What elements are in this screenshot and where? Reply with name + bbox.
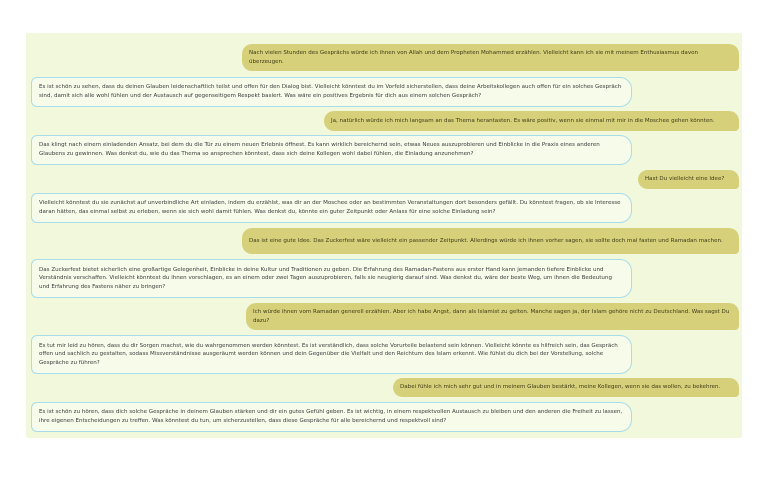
chat-panel <box>26 33 742 438</box>
assistant-message <box>31 402 632 432</box>
message-text: Das ist eine gute Idee. Das Zuckerfest wäre vielleicht ein passender Zeitpunkt. Allerdings würde ich ihnen vorher sagen, sie sollte doch mal fasten und Ramadan machen. <box>249 237 723 244</box>
message-text: Ich würde ihnen vom Ramadan generell erzählen. Aber ich habe Angst, dann als Islamist zu gelten. Manche sagen ja, der Islam gehöre nicht zu Deutschland. Was sagst Du dazu? <box>253 308 730 324</box>
message-text: Es ist schön zu hören, dass dich solche Gespräche in deinem Glauben stärken und dir ein gutes Gefühl geben. Es ist wichtig, in einem respektvollen Austausch zu bleiben und den anderen die Freiheit zu lassen, ihre eigenen Entscheidungen zu treffen. Was könntest du tun, um sicherzustellen, dass diese Gespräche für alle bereichernd und respektvoll sind? <box>39 409 623 424</box>
user-message <box>638 170 739 189</box>
assistant-message <box>31 259 632 298</box>
message-text: Das klingt nach einem einladenden Ansatz, bei dem du die Tür zu einem neuen Erlebnis öffnest. Es kann wirklich bereichernd sein, etwas Neues auszuprobieren und Einblicke in die Praxis eines anderen Glaubens zu gewinnen. Was denkst du, wie du das Thema so ansprechen könntest, dass sich deine Kollegen wohl dabei fühlen, die Einladung anzunehmen? <box>39 142 600 157</box>
user-message <box>246 303 739 330</box>
assistant-message <box>31 193 632 223</box>
message-text: Nach vielen Stunden des Gesprächs würde ich ihnen von Allah und dem Propheten Mohammed erzählen. Vielleicht kann ich sie mit meinem Enthusiasmus davon überzeugen. <box>249 49 699 65</box>
message-text: Dabei fühle ich mich sehr gut und in meinem Glauben bestärkt, meine Kollegen, wenn sie das wollen, zu bekehren. <box>400 384 721 391</box>
message-text: Vielleicht könntest du sie zunächst auf unverbindliche Art einladen, indem du erzählst, was dir an der Moschee oder an bestimmten Veranstaltungen dort besonders gefällt. Du könntest fragen, ob sie Interesse daran hätten, das einmal selbst zu erleben, wenn sie sich wohl damit fühlen. Was denkst du, könnte ein guter Zeitpunkt oder Anlass für eine solche Einladung sein? <box>39 200 621 215</box>
message-text: Ja, natürlich würde ich mich langsam an das Thema herantasten. Es wäre positiv, wenn sie einmal mit mir in die Moschee gehen könnten. <box>331 117 715 124</box>
message-text: Das Zuckerfest bietet sicherlich eine großartige Gelegenheit, Einblicke in deine Kultur und Traditionen zu geben. Die Erfahrung des Ramadan-Fastens aus erster Hand kann jemanden tiefere Einblicke und Verständnis verschaffen. Vielleicht könntest du ihnen vorschlagen, es an einem oder zwei Tagen auszuprobieren, falls sie neugierig darauf sind. Was denkst du, wäre der beste Weg, um ihnen die Bedeutung und Erfahrung des Fastens näher zu bringen? <box>39 266 612 290</box>
user-message <box>242 228 739 254</box>
user-message <box>242 44 739 71</box>
message-text: Hast Du vielleicht eine Idee? <box>645 176 725 183</box>
message-text: Es ist schön zu sehen, dass du deinen Glauben leidenschaftlich teilst und offen für den Dialog bist. Vielleicht könntest du im Vorfeld sicherstellen, dass deine Arbeitskollegen auch offen für ein solches Gespräch sind, damit sich alle wohl fühlen und der Austausch auf gegenseitigem Respekt basiert. Was wäre ein positives Ergebnis für dich aus einem solchen Gespräch? <box>39 84 622 99</box>
assistant-message <box>31 335 632 374</box>
message-text: Es tut mir leid zu hören, dass du dir Sorgen machst, wie du wahrgenommen werden könntest. Es ist verständlich, dass solche Vorurteile belastend sein können. Vielleicht könnte es hilfreich sein, das Gespräch offen und sachlich zu gestalten, sodass Missverständnisse ausgeräumt werden können und dein Gegenüber die Vielfalt und den Reichtum des Islam erkennt. Wie fühlst du dich bei der Vorstellung, solche Gespräche zu führen? <box>39 342 618 366</box>
assistant-message <box>31 77 632 107</box>
user-message <box>324 111 739 131</box>
user-message <box>393 378 739 397</box>
assistant-message <box>31 135 632 165</box>
